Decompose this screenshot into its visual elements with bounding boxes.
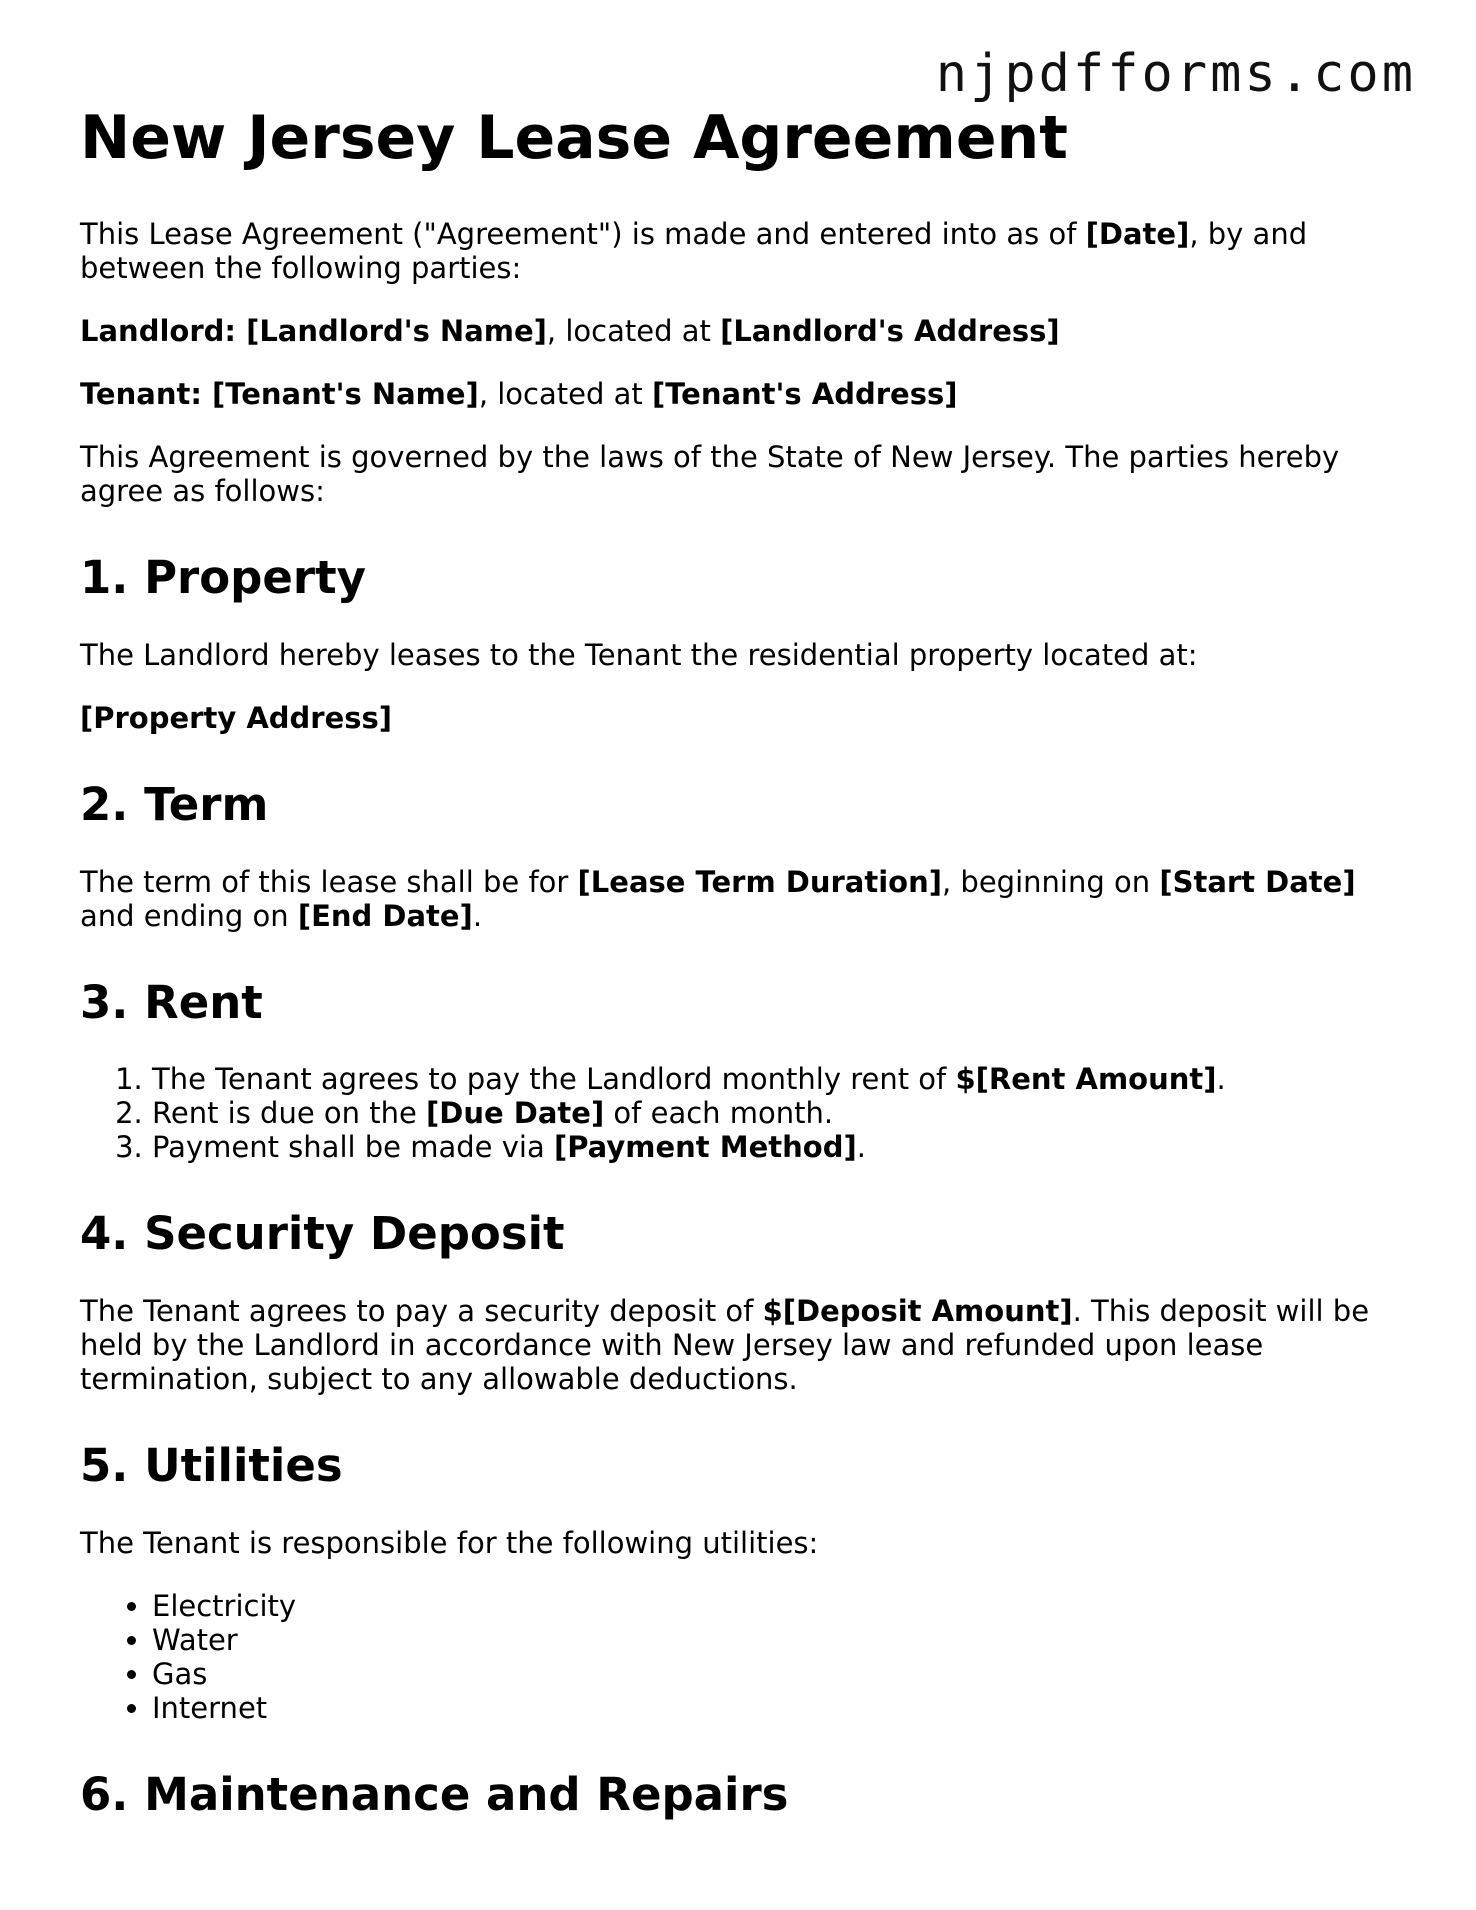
section-heading-utilities: 5. Utilities bbox=[80, 1439, 343, 1492]
term-text-3: and ending on bbox=[80, 898, 298, 933]
rent-list bbox=[80, 1062, 1380, 1164]
landlord-name: Landlord: [Landlord's Name] bbox=[80, 314, 547, 348]
rent-item-text: Rent is due on the bbox=[152, 1096, 427, 1131]
tenant-name: Tenant: [Tenant's Name] bbox=[80, 377, 479, 411]
list-item bbox=[152, 1096, 1380, 1130]
section-heading-security-deposit: 4. Security Deposit bbox=[80, 1207, 565, 1261]
tenant-address: [Tenant's Address] bbox=[651, 377, 958, 411]
list-item bbox=[152, 1062, 1380, 1096]
list-item: • Internet bbox=[152, 1691, 1380, 1725]
end-date: [End Date] bbox=[297, 898, 473, 933]
tenant-line bbox=[80, 377, 1380, 411]
property-address: [Property Address] bbox=[80, 700, 393, 735]
deposit-paragraph bbox=[80, 1294, 1380, 1396]
landlord-located: , located at bbox=[546, 314, 721, 348]
site-watermark: njpdfforms.com bbox=[935, 44, 1416, 104]
term-text-1: The term of this lease shall be for bbox=[80, 864, 578, 899]
governing-law-paragraph: This Agreement is governed by the laws of the State of New Jersey. The parties hereby agree as follows: bbox=[80, 440, 1340, 508]
rent-item-text: The Tenant agrees to pay the Landlord monthly rent of bbox=[152, 1062, 956, 1097]
property-text: The Landlord hereby leases to the Tenant the residential property located at: bbox=[80, 637, 1198, 672]
rent-item-text: . bbox=[856, 1130, 866, 1165]
document-title: New Jersey Lease Agreement bbox=[80, 103, 1068, 173]
intro-paragraph bbox=[80, 217, 1380, 285]
section-heading-rent: 3. Rent bbox=[80, 975, 263, 1029]
deposit-amount: $[Deposit Amount] bbox=[762, 1294, 1073, 1328]
deposit-text-after: . This deposit will be held by the Landlord in accordance with New Jersey law and refunded upon lease termination, subject to any allowable deductions. bbox=[80, 1294, 1370, 1396]
section-heading-term: 2. Term bbox=[80, 777, 269, 831]
section-heading-property: 1. Property bbox=[80, 551, 366, 604]
landlord-address: [Landlord's Address] bbox=[720, 314, 1060, 348]
due-date: [Due Date] bbox=[426, 1096, 605, 1131]
term-text-2: , beginning on bbox=[941, 864, 1160, 899]
landlord-line bbox=[80, 314, 1380, 348]
agreement-date: [Date] bbox=[1085, 217, 1190, 251]
intro-text-before: This Lease Agreement ("Agreement") is made and entered into as of bbox=[80, 217, 1086, 251]
intro-text-after: , by and between the following parties: bbox=[80, 217, 1308, 285]
list-item bbox=[152, 1130, 1380, 1164]
payment-method: [Payment Method] bbox=[553, 1130, 857, 1165]
list-item: • Water bbox=[152, 1623, 1380, 1657]
list-item: • Gas bbox=[152, 1657, 1380, 1691]
deposit-text-before: The Tenant agrees to pay a security deposit of bbox=[80, 1294, 763, 1328]
rent-item-text: . bbox=[1216, 1062, 1226, 1097]
lease-document bbox=[80, 104, 1380, 1855]
utilities-text: The Tenant is responsible for the following utilities: bbox=[80, 1525, 819, 1560]
term-paragraph bbox=[80, 865, 1380, 933]
property-address-line bbox=[80, 701, 1380, 735]
section-heading-maintenance: 6. Maintenance and Repairs bbox=[80, 1767, 789, 1821]
start-date: [Start Date] bbox=[1159, 864, 1356, 899]
rent-item-text: of each month. bbox=[604, 1096, 834, 1131]
lease-term-duration: [Lease Term Duration] bbox=[577, 864, 942, 899]
rent-item-text: Payment shall be made via bbox=[152, 1130, 554, 1165]
rent-amount: $[Rent Amount] bbox=[955, 1062, 1217, 1097]
term-text-4: . bbox=[472, 898, 483, 933]
utilities-list bbox=[80, 1589, 1380, 1725]
tenant-located: , located at bbox=[478, 377, 652, 411]
list-item: • Electricity bbox=[152, 1589, 1380, 1623]
